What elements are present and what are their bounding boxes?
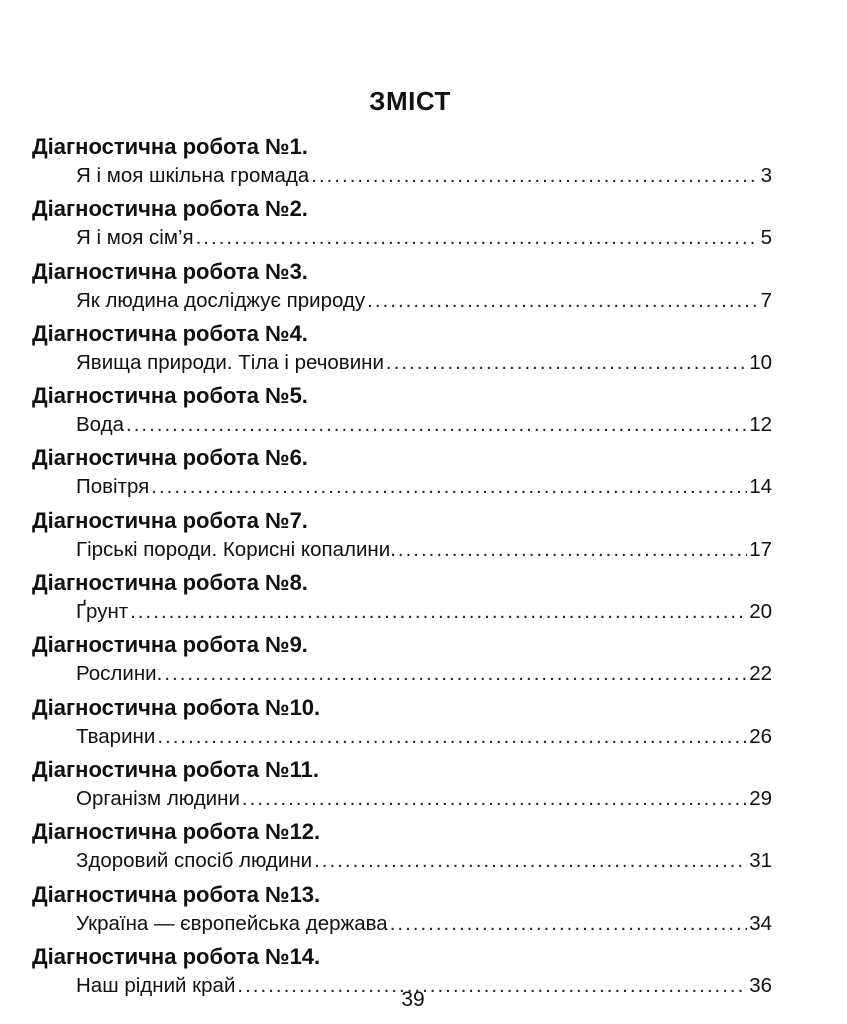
toc-topic: Явища природи. Тіла і речовини bbox=[76, 350, 384, 374]
toc-page-number: 17 bbox=[749, 537, 772, 561]
dot-leader bbox=[151, 472, 747, 502]
toc-topic: Україна — європейська держава bbox=[76, 911, 388, 935]
toc-page-number: 22 bbox=[749, 662, 772, 686]
toc-heading: Діагностична робота №3. bbox=[32, 258, 308, 284]
toc-heading: Діагностична робота №2. bbox=[32, 196, 308, 222]
toc-page-number: 26 bbox=[749, 724, 772, 748]
toc-heading: Діагностична робота №9. bbox=[32, 632, 308, 658]
toc-entry-10 bbox=[32, 693, 772, 755]
toc-entry-1 bbox=[32, 132, 772, 194]
dot-leader bbox=[157, 722, 747, 752]
toc-line bbox=[76, 846, 772, 876]
page-number: 39 bbox=[401, 988, 425, 1011]
dot-leader bbox=[314, 846, 747, 876]
dot-leader bbox=[311, 161, 758, 191]
toc-line bbox=[76, 410, 772, 440]
toc-heading: Діагностична робота №13. bbox=[32, 881, 321, 907]
toc-line bbox=[76, 348, 772, 378]
toc-entry-5 bbox=[32, 381, 772, 443]
dot-leader bbox=[196, 223, 759, 253]
toc-line bbox=[76, 722, 772, 752]
toc-entry-6 bbox=[32, 443, 772, 505]
toc-topic: Повітря bbox=[76, 475, 150, 499]
dot-leader bbox=[367, 286, 758, 316]
toc-heading: Діагностична робота №4. bbox=[32, 320, 308, 346]
toc-topic: Вода bbox=[76, 413, 124, 437]
toc-topic: Ґрунт bbox=[76, 600, 129, 624]
toc-topic: Я і моя шкільна громада bbox=[76, 164, 310, 187]
toc-page-number: 29 bbox=[749, 786, 772, 810]
toc-topic: Тварини bbox=[76, 724, 156, 748]
toc-entry-13 bbox=[32, 880, 772, 942]
toc-heading: Діагностична робота №5. bbox=[32, 383, 308, 409]
dot-leader bbox=[390, 909, 748, 939]
toc-heading: Діагностична робота №11. bbox=[32, 756, 319, 782]
toc-page-number: 20 bbox=[749, 600, 772, 624]
toc-line bbox=[76, 472, 772, 502]
toc-page-number: 14 bbox=[749, 475, 772, 499]
toc-entry-12 bbox=[32, 817, 772, 879]
toc-heading: Діагностична робота №12. bbox=[32, 819, 321, 845]
toc-entry-4 bbox=[32, 319, 772, 381]
toc-page-number: 5 bbox=[760, 226, 772, 250]
toc-heading: Діагностична робота №14. bbox=[32, 943, 321, 969]
toc-line bbox=[76, 223, 772, 253]
toc-heading: Діагностична робота №7. bbox=[32, 507, 308, 533]
toc-line bbox=[76, 161, 772, 191]
toc-entry-8 bbox=[32, 568, 772, 630]
toc-page-number: 3 bbox=[760, 164, 772, 187]
toc-topic: Рослини. bbox=[76, 662, 163, 686]
toc-entry-7 bbox=[32, 506, 772, 568]
toc-topic: Гірські породи. Корисні копалини. bbox=[76, 537, 396, 561]
toc-topic: Наш рідний край bbox=[76, 973, 236, 997]
toc-topic: Я і моя сім’я bbox=[76, 226, 194, 250]
toc-heading: Діагностична робота №10. bbox=[32, 694, 321, 720]
toc-heading: Діагностична робота №8. bbox=[32, 570, 308, 596]
toc-page-number: 34 bbox=[749, 911, 772, 935]
table-of-contents bbox=[32, 132, 772, 1004]
toc-line bbox=[76, 286, 772, 316]
dot-leader bbox=[242, 784, 747, 814]
toc-line bbox=[76, 784, 772, 814]
toc-entry-9 bbox=[32, 630, 772, 692]
toc-heading: Діагностична робота №1. bbox=[32, 134, 308, 159]
toc-line bbox=[76, 909, 772, 939]
page-title: ЗМІСТ bbox=[369, 86, 451, 116]
dot-leader bbox=[130, 597, 747, 627]
toc-page-number: 12 bbox=[749, 413, 772, 437]
toc-topic: Як людина досліджує природу bbox=[76, 288, 366, 312]
dot-leader bbox=[164, 659, 747, 689]
toc-page-number: 7 bbox=[760, 288, 772, 312]
toc-topic: Організм людини bbox=[76, 786, 240, 810]
dot-leader bbox=[386, 348, 747, 378]
toc-entry-3 bbox=[32, 257, 772, 319]
toc-page-number: 36 bbox=[749, 973, 772, 997]
toc-topic: Здоровий спосіб людини bbox=[76, 849, 313, 873]
toc-line bbox=[76, 597, 772, 627]
toc-line bbox=[76, 659, 772, 689]
dot-leader bbox=[398, 535, 747, 565]
toc-entry-11 bbox=[32, 755, 772, 817]
toc-heading: Діагностична робота №6. bbox=[32, 445, 308, 471]
toc-line bbox=[76, 535, 772, 565]
dot-leader bbox=[126, 410, 747, 440]
toc-page-number: 10 bbox=[749, 350, 772, 374]
toc-entry-2 bbox=[32, 194, 772, 256]
toc-page-number: 31 bbox=[749, 849, 772, 873]
